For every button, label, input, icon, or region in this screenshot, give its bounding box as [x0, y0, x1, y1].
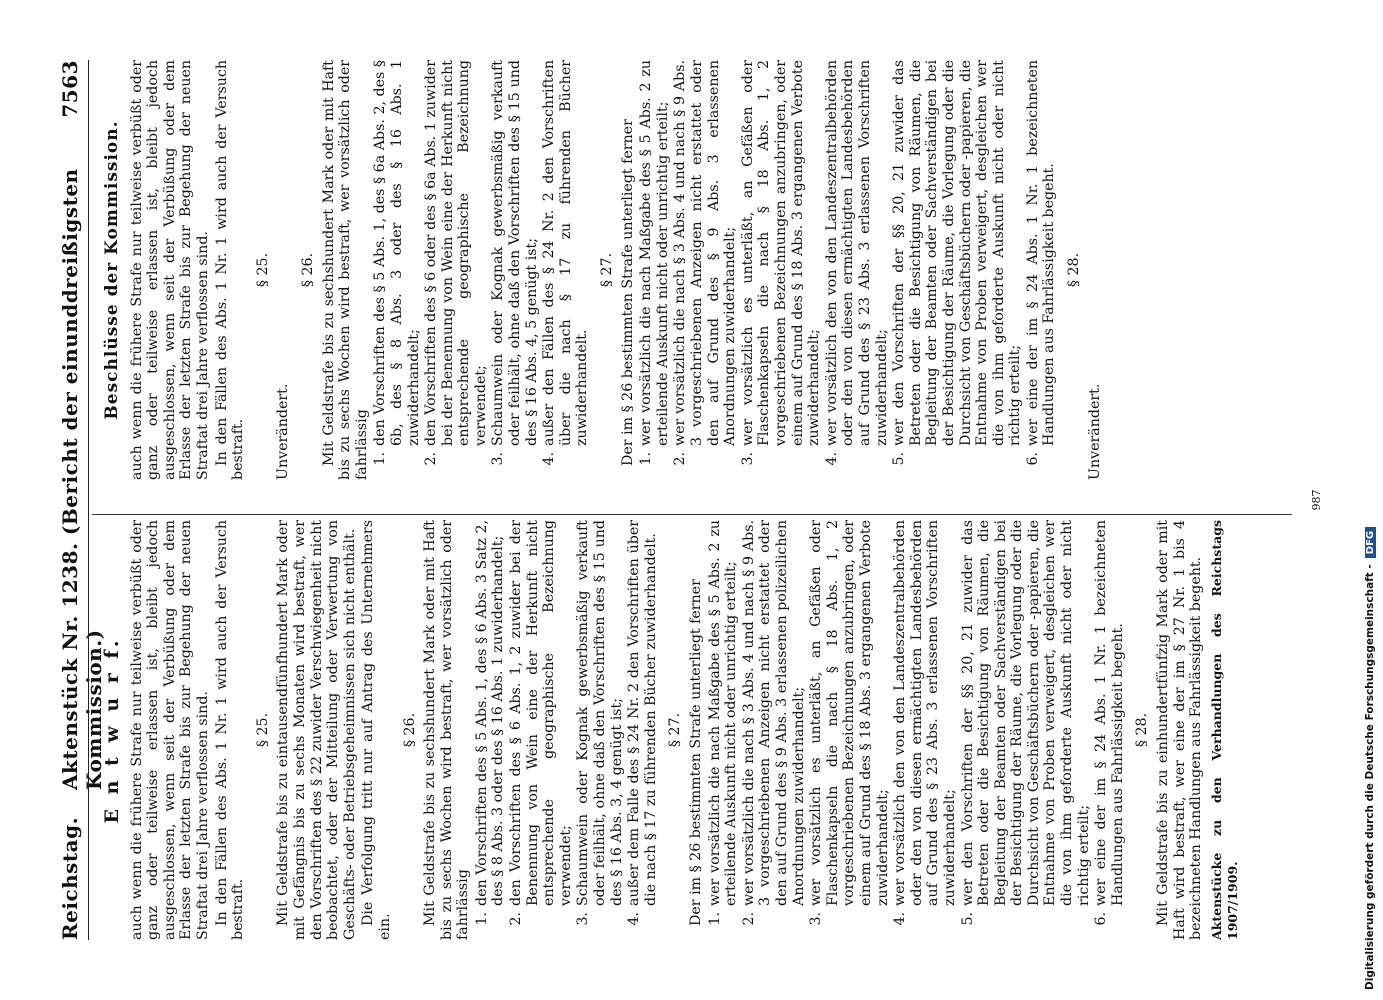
list-item	[892, 520, 958, 940]
digitization-sidebar	[1359, 0, 1383, 1000]
list-item	[490, 60, 540, 480]
list-item-text: wer vorsätzlich die nach Maßgabe des § 5 Abs. 2 zu erteilende Auskunft nicht oder unrichtig erteilt;	[638, 60, 671, 446]
right-s27-list	[638, 60, 1058, 480]
list-item-number: 2.	[423, 452, 440, 466]
right-intro: auch wenn die frühere Strafe nur teilweise verbüßt oder ganz oder teilweise erlassen ist, bleibt jedoch ausgeschlossen, wenn seit der Verbüßung oder dem Erlasse der letzten Strafe bis zur Begehung der neuen Straftat drei Jahre verflossen sind.	[128, 60, 211, 480]
list-item-text: Schaumwein oder Kognak gewerbsmäßig verkauft oder feilhält, ohne daß den Vorschriften des § 15 und des § 16 Abs. 4, 5 genügt ist;	[490, 60, 540, 446]
list-item-number: 2.	[740, 912, 757, 926]
list-item-text: wer vorsätzlich die nach § 3 Abs. 4 und nach § 9 Abs. 3 vorgeschriebenen Anzeigen nicht erstattet oder den auf Grund des § 9 Abs. 3 erlassenen polizeilichen Anordnungen zuwiderhandelt;	[740, 520, 807, 906]
right-section-25: § 25.	[254, 252, 271, 288]
right-section-26: § 26.	[299, 252, 316, 288]
list-item	[891, 60, 1024, 480]
list-item-text: den Vorschriften des § 6 Abs. 1, 2 zuwider bei der Benennung von Wein eine der Herkunft nicht entsprechende geographische Bezeichnung verwendet;	[508, 520, 574, 906]
page-number-bottom: 987	[1310, 489, 1323, 511]
list-item-text: den Vorschriften des § 6 oder des § 6a Abs. 1 zuwider bei der Benennung von Wein eine der Herkunft nicht entsprechende geographische Bezeichnung verwendet;	[423, 60, 489, 446]
list-item-number: 5.	[891, 452, 908, 466]
list-item	[541, 60, 591, 480]
right-column-title: Beschlüsse der Kommission.	[102, 120, 122, 420]
list-item-text: wer vorsätzlich den von den Landeszentralbehörden oder den von diesen ermächtigten Landesbehörden auf Grund des § 23 Abs. 3 erlassenen Vorschriften zuwiderhandelt;	[892, 520, 958, 906]
right-intro2: In den Fällen des Abs. 1 Nr. 1 wird auch der Versuch bestraft.	[213, 60, 247, 480]
list-item-text: wer eine der im § 24 Abs. 1 Nr. 1 bezeichneten Handlungen aus Fahrlässigkeit begeht.	[1093, 520, 1126, 906]
list-item-text: außer dem Falle des § 24 Nr. 2 den Vorschriften über die nach § 17 zu führenden Bücher zuwiderhandelt.	[626, 520, 659, 906]
list-item	[1025, 60, 1058, 480]
list-item	[638, 60, 671, 480]
list-item	[741, 520, 807, 940]
list-item-number: 4.	[892, 912, 909, 926]
list-item	[740, 60, 823, 480]
left-s26-intro: Mit Geldstrafe bis zu sechshundert Mark oder mit Haft bis zu sechs Wochen wird bestraft, wer vorsätzlich oder fahrlässig	[422, 520, 472, 940]
page-header	[58, 60, 106, 940]
list-item-text: wer vorsätzlich den von den Landeszentralbehörden oder den von diesen ermächtigten Landesbehörden auf Grund des § 23 Abs. 3 erlassenen Vorschriften zuwiderhandelt;	[823, 60, 890, 446]
list-item-text: außer den Fällen des § 24 Nr. 2 den Vorschriften über die nach § 17 zu führenden Bücher zuwiderhandelt.	[541, 60, 591, 446]
header-rule	[88, 60, 89, 940]
left-s27-intro: Der im § 26 bestimmten Strafe unterliegt ferner	[688, 579, 704, 926]
left-intro2: In den Fällen des Abs. 1 Nr. 1 wird auch der Versuch bestraft.	[213, 520, 247, 940]
list-item-number: 3.	[739, 452, 756, 466]
list-item-number: 1.	[372, 452, 389, 466]
left-s27-list	[707, 520, 1127, 940]
left-section-27: § 27.	[667, 712, 684, 748]
list-item	[824, 60, 890, 480]
list-item-text: wer vorsätzlich die nach § 3 Abs. 4 und nach § 9 Abs. 3 vorgeschriebenen Anzeigen nicht erstattet oder den auf Grund des § 9 Abs. 3 erlassenen Anordnungen zuwiderhandelt;	[672, 60, 739, 446]
list-item-number: 3.	[575, 912, 592, 926]
left-s28-text: Mit Geldstrafe bis zu einhundertfünfzig Mark oder mit Haft wird bestraft, wer eine der im § 27 Nr. 1 bis 4 bezeichneten Handlungen aus Fahrlässigkeit begeht.	[1155, 520, 1205, 940]
right-s26-list	[372, 60, 591, 480]
list-item-number: 1.	[638, 452, 655, 466]
list-item	[423, 60, 489, 480]
right-s25-text: Unverändert.	[275, 383, 292, 480]
list-item	[626, 520, 659, 940]
left-section-28: § 28.	[1134, 712, 1151, 748]
left-s26-list	[474, 520, 660, 940]
left-column	[98, 520, 1242, 940]
list-item-text: wer vorsätzlich es unterläßt, an Gefäßen oder Flaschenkapseln die nach § 18 Abs. 1, 2 vorgeschriebenen Bezeichnungen anzubringen, oder einem auf Grund des § 18 Abs. 3 ergangenen Verbote zuwiderhandelt;	[739, 60, 823, 446]
list-item-text: wer eine der im § 24 Abs. 1 Nr. 1 bezeichneten Handlungen aus Fahrlässigkeit begeht.	[1024, 60, 1058, 446]
right-s27-intro: Der im § 26 bestimmten Strafe unterliegt ferner	[619, 119, 636, 466]
right-section-28: § 28.	[1066, 252, 1083, 288]
left-intro: auch wenn die frühere Strafe nur teilweise verbüßt oder ganz oder teilweise erlassen ist, bleibt jedoch ausgeschlossen, wenn seit der Verbüßung oder dem Erlasse der letzten Strafe bis zur Begehung der neuen Straftat drei Jahre verflossen sind.	[128, 520, 211, 940]
right-s26-intro: Mit Geldstrafe bis zu sechshundert Mark oder mit Haft bis zu sechs Wochen wird bestraft, wer vorsätzlich oder fahrlässig	[320, 60, 370, 480]
left-section-26: § 26.	[401, 712, 418, 748]
list-item	[808, 520, 891, 940]
list-item-text: wer vorsätzlich die nach Maßgabe des § 5 Abs. 2 zu erteilende Auskunft nicht oder unrichtig erteilt;	[706, 520, 740, 906]
list-item	[474, 520, 507, 940]
list-item-number: 4.	[626, 912, 643, 926]
list-item-number: 2.	[672, 452, 689, 466]
list-item-number: 4.	[823, 452, 840, 466]
header-center: Aktenstück Nr. 1238. (Bericht der einunddreißigsten Kommission.)	[58, 168, 106, 790]
list-item-number: 6.	[1024, 452, 1041, 466]
list-item-text: wer vorsätzlich es unterläßt, an Gefäßen oder Flaschenkapseln die nach § 18 Abs. 1, 2 vorgeschriebenen Bezeichnungen anzubringen, oder einem auf Grund des § 18 Abs. 3 ergangenen Verbote zuwiderhandelt;	[808, 520, 891, 906]
list-item	[960, 520, 1093, 940]
header-left: Reichstag.	[58, 816, 82, 940]
right-s28-text: Unverändert.	[1086, 383, 1103, 480]
left-section-25: § 25.	[254, 712, 271, 748]
right-column	[98, 60, 1105, 480]
list-item-text: Schaumwein oder Kognak gewerbsmäßig verkauft oder feilhält, ohne daß den Vorschriften des § 15 und des § 16 Abs. 3, 4 genügt ist;	[575, 520, 625, 906]
list-item-number: 5.	[959, 912, 976, 926]
left-s25-text2: Die Verfolgung tritt nur auf Antrag des Unternehmers ein.	[360, 520, 393, 940]
list-item-number: 2.	[508, 912, 525, 926]
list-item-number: 3.	[808, 912, 825, 926]
list-item	[1093, 520, 1126, 940]
list-item-number: 1.	[473, 912, 490, 926]
left-s25-text: Mit Geldstrafe bis zu eintausendfünfhundert Mark oder mit Gefängnis bis zu sechs Monaten wird bestraft, wer den Vorschriften des § 22 zuwider Verschwiegenheit nicht beobachtet, oder der Mitteilung oder Verwertung von Geschäfts- oder Betriebsgeheimnissen sich nicht enthält.	[275, 520, 358, 940]
list-item	[372, 60, 422, 480]
list-item	[707, 520, 740, 940]
right-section-27: § 27.	[599, 252, 616, 288]
list-item-number: 4.	[541, 452, 558, 466]
list-item	[508, 520, 574, 940]
left-footer: Aktenstücke zu den Verhandlungen des Reichstags 1907/1909.	[1208, 520, 1241, 940]
list-item-number: 6.	[1093, 912, 1110, 926]
digitization-text: Digitalisierung gefördert durch die Deutsche Forschungsgemeinschaft -	[1364, 564, 1376, 990]
column-divider	[92, 514, 1292, 515]
header-page-number: 7563	[58, 60, 82, 118]
list-item	[672, 60, 738, 480]
list-item-text: wer den Vorschriften der §§ 20, 21 zuwider das Betreten oder die Besichtigung von Räumen, die Begleitung der Beamten oder Sachverständigen bei der Besichtigung der Räume, die Vorlegung oder die Durchsicht von Geschäftsbüchern oder -papieren, die Entnahme von Proben verweigert, desgleichen wer die von ihm geforderte Auskunft nicht oder nicht richtig erteilt;	[959, 520, 1092, 906]
list-item-text: wer den Vorschriften der §§ 20, 21 zuwider das Betreten oder die Besichtigung von Räumen, die Begleitung der Beamten oder Sachverständigen bei der Besichtigung der Räume, die Vorlegung oder die Durchsicht von Geschäftsbüchern oder -papieren, die Entnahme von Proben verweigert, desgleichen wer die von ihm geforderte Auskunft nicht oder nicht richtig erteilt;	[891, 60, 1024, 446]
list-item-text: den Vorschriften des § 5 Abs. 1, des § 6 Abs. 3 Satz 2, des § 8 Abs. 3 oder des § 16 Abs. 1 zuwiderhandelt;	[473, 520, 507, 906]
list-item-number: 3.	[490, 452, 507, 466]
left-column-title: E n t w u r f.	[101, 636, 123, 824]
digitization-note	[1364, 30, 1376, 990]
list-item-text: den Vorschriften des § 5 Abs. 1, des § 6a Abs. 2, des § 6b, des § 8 Abs. 3 oder des § 16 Abs. 1 zuwiderhandelt;	[372, 60, 422, 446]
list-item-number: 1.	[706, 912, 723, 926]
dfg-logo: DFG	[1365, 527, 1376, 558]
list-item	[575, 520, 625, 940]
